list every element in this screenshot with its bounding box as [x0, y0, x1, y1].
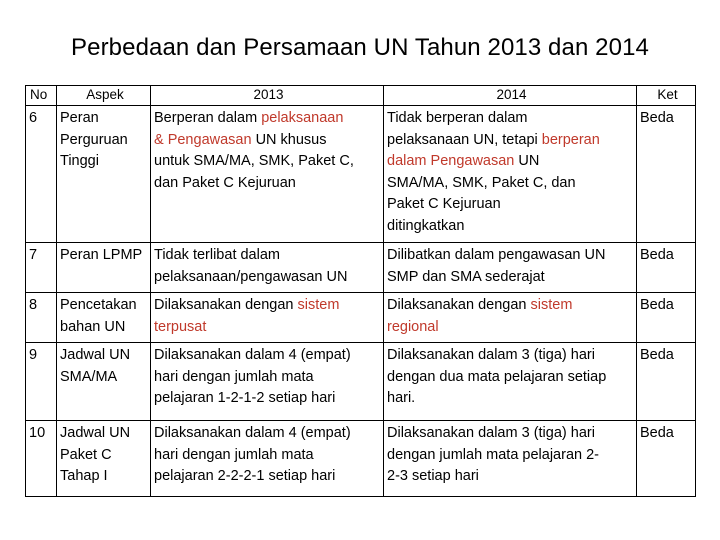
comparison-table [25, 85, 696, 497]
text: UN khusus untuk SMA/MA, SMK, Paket C, dan Paket C Kejuruan [154, 131, 354, 191]
row-2014: Dilaksanakan dalam 3 (tiga) hari dengan jumlah mata pelajaran 2- 2-3 setiap hari [384, 421, 637, 497]
row-ket: Beda [637, 106, 696, 243]
header-ket: Ket [637, 86, 696, 106]
row-aspek: Peran LPMP [57, 243, 151, 293]
row-2013 [151, 106, 384, 243]
text: UN SMA/MA, SMK, Paket C, dan Paket C Kejuruan ditingkatkan [387, 153, 576, 234]
table-row [26, 421, 696, 497]
text: Dilaksanakan dengan [154, 297, 298, 313]
row-2014 [384, 293, 637, 343]
highlight-text: pelaksanaan [261, 110, 344, 126]
header-no: No [26, 86, 57, 106]
row-no: 6 [26, 106, 57, 243]
row-2013 [151, 293, 384, 343]
row-2014: Dilaksanakan dalam 3 (tiga) hari dengan dua mata pelajaran setiap hari. [384, 343, 637, 421]
highlight-text: dalam Pengawasan [387, 153, 515, 169]
row-2013: Dilaksanakan dalam 4 (empat) hari dengan jumlah mata pelajaran 2-2-2-1 setiap hari [151, 421, 384, 497]
row-no: 8 [26, 293, 57, 343]
header-2013: 2013 [151, 86, 384, 106]
header-2014: 2014 [384, 86, 637, 106]
row-aspek: Jadwal UN Paket C Tahap I [57, 421, 151, 497]
row-2013: Dilaksanakan dalam 4 (empat) hari dengan jumlah mata pelajaran 1-2-1-2 setiap hari [151, 343, 384, 421]
highlight-text: & Pengawasan [154, 131, 252, 148]
table-row [26, 106, 696, 243]
row-no: 10 [26, 421, 57, 497]
row-2014: Dilibatkan dalam pengawasan UN SMP dan SMA sederajat [384, 243, 637, 293]
table-header-row [26, 86, 696, 106]
row-ket: Beda [637, 343, 696, 421]
row-ket: Beda [637, 243, 696, 293]
highlight-text: berperan [541, 131, 600, 148]
highlight-text: sistem [530, 297, 573, 313]
text: Tidak berperan dalam pelaksanaan UN, tetapi [387, 110, 538, 148]
highlight-text: terpusat [154, 318, 207, 335]
row-2014 [384, 106, 637, 243]
row-ket: Beda [637, 293, 696, 343]
row-2013: Tidak terlibat dalam pelaksanaan/pengawasan UN [151, 243, 384, 293]
row-aspek: Peran Perguruan Tinggi [57, 106, 151, 243]
row-no: 7 [26, 243, 57, 293]
table-row [26, 343, 696, 421]
text: Dilaksanakan dengan [387, 297, 531, 313]
row-aspek: Pencetakan bahan UN [57, 293, 151, 343]
row-no: 9 [26, 343, 57, 421]
page-title: Perbedaan dan Persamaan UN Tahun 2013 dan 2014 [71, 34, 649, 61]
row-aspek: Jadwal UN SMA/MA [57, 343, 151, 421]
text: Berperan dalam [154, 110, 262, 126]
row-ket: Beda [637, 421, 696, 497]
highlight-text: regional [387, 318, 439, 335]
header-aspek: Aspek [57, 86, 151, 106]
table-row [26, 293, 696, 343]
table-row [26, 243, 696, 293]
highlight-text: sistem [297, 297, 340, 313]
